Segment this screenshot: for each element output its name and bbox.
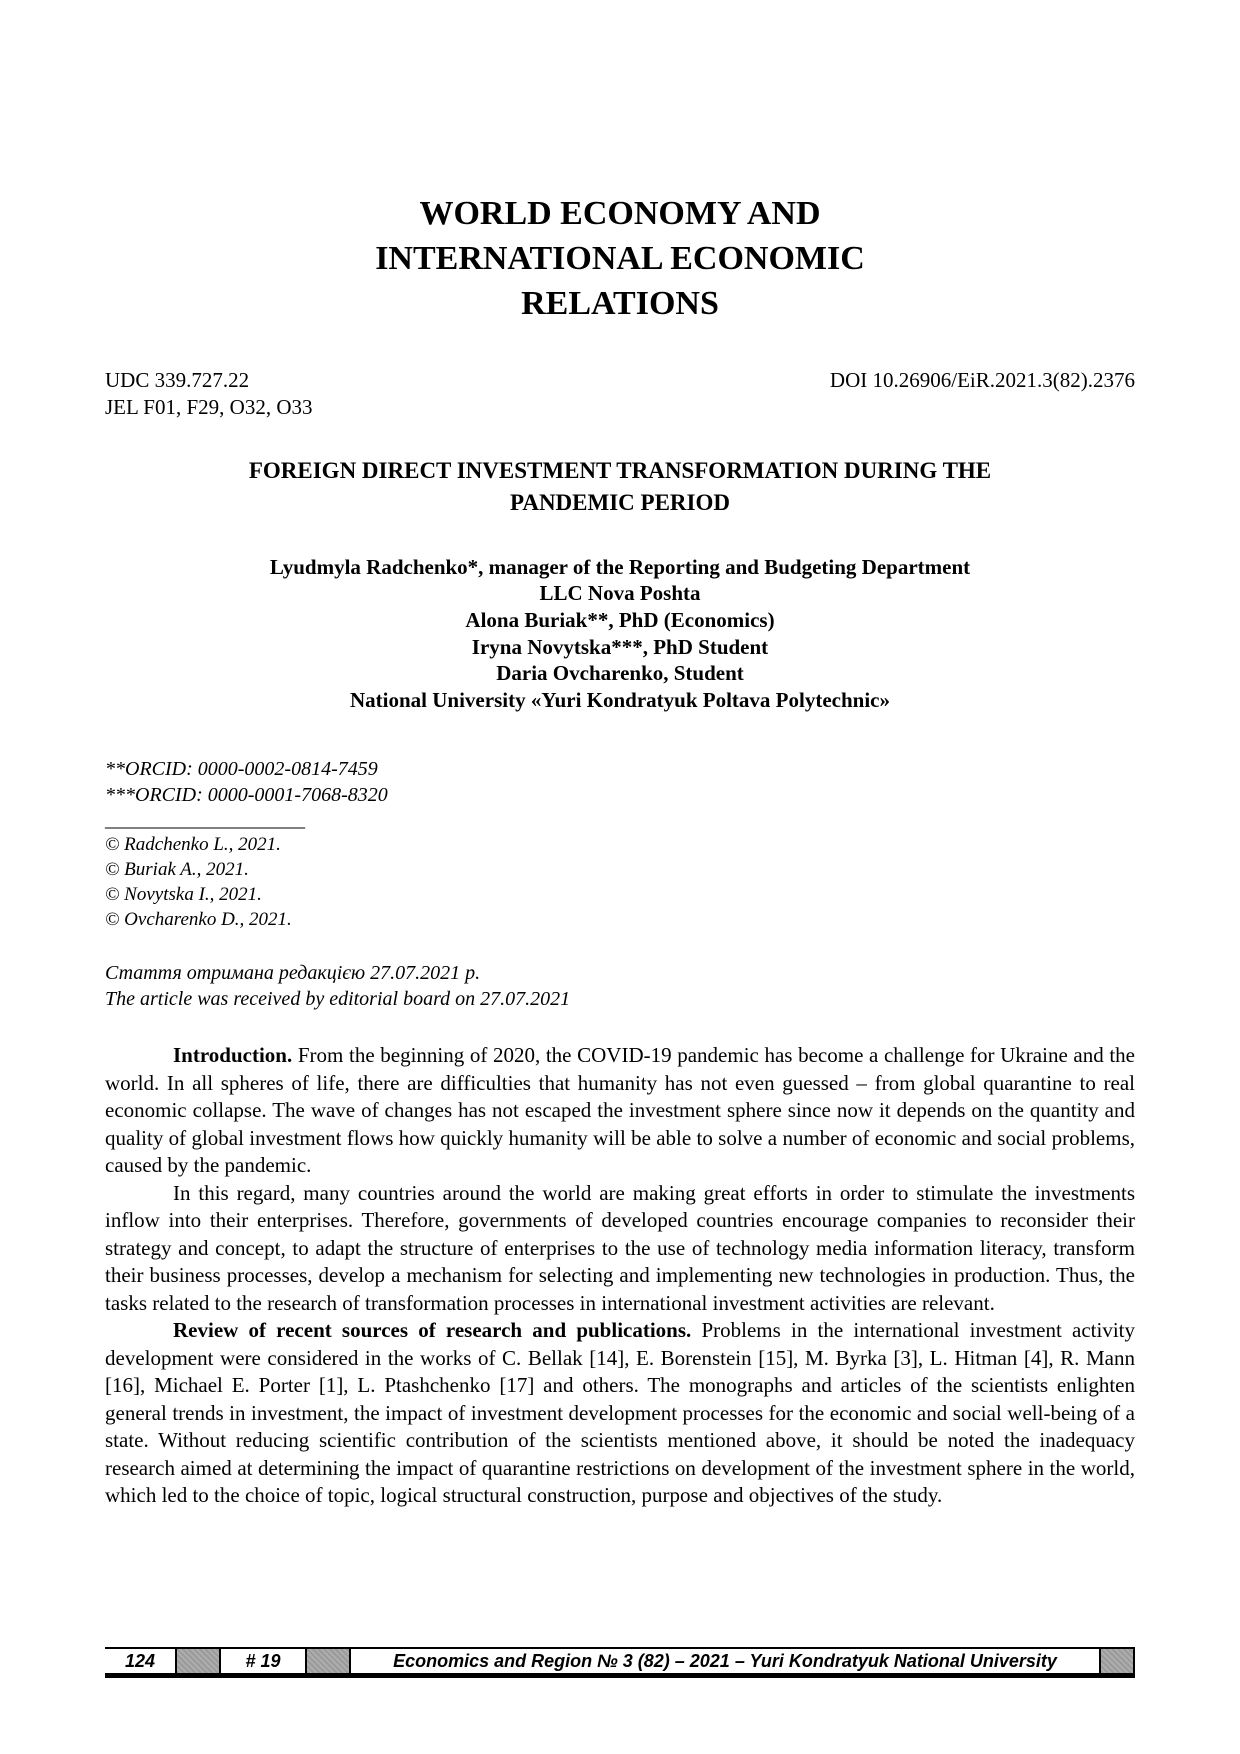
orcid-block [105,756,1135,808]
footnote-separator: ____________________ [105,808,305,831]
received-line-uk: Стаття отримана редакцією 27.07.2021 р. [105,961,481,984]
footer-shade-block [1101,1649,1135,1673]
paragraph-introduction [105,1042,1135,1180]
author-line: Iryna Novytska***, PhD Student [471,634,769,659]
author-line: Alona Buriak**, PhD (Economics) [465,607,775,632]
copyright-line: © Novytska I., 2021. [105,884,262,906]
article-title-line-1: FOREIGN DIRECT INVESTMENT TRANSFORMATION DURING THE [248,458,992,484]
copyright-line: © Radchenko L., 2021. [105,833,281,855]
paragraph-lead: Introduction. [173,1043,293,1068]
footer-page-number: 124 [105,1649,177,1673]
section-title-line-2: INTERNATIONAL ECONOMIC [375,239,865,277]
university-affiliation: National University «Yuri Kondratyuk Poltava Polytechnic» [350,687,890,712]
jel-codes: JEL F01, F29, O32, O33 [105,394,313,419]
paragraph-lead: Review of recent sources of research and publications. [173,1318,692,1343]
paragraph-2 [105,1180,1135,1318]
footer-journal-line: Economics and Region № 3 (82) – 2021 – Yuri Kondratyuk National University [351,1649,1101,1673]
udc-code: UDC 339.727.22 [105,367,250,392]
paragraph-text: From the beginning of 2020, the COVID-19 pandemic has become a challenge for Ukraine and the world. In all spheres of life, there are difficulties that humanity has not even guessed – from global quarantine to real economic collapse. The wave of changes has not escaped the investment sphere since now it depends on the quantity and quality of global investment flows how quickly humanity will be able to solve a number of economic and social problems, caused by the pandemic. [105,1043,1135,1178]
footer-shade-block [177,1649,221,1673]
footer-issue-number: # 19 [221,1649,307,1673]
orcid-line: **ORCID: 0000-0002-0814-7459 [105,757,378,780]
author-affiliation: LLC Nova Poshta [539,581,701,606]
copyright-block [105,832,1135,933]
meta-left [105,367,313,422]
copyright-line: © Buriak A., 2021. [105,858,249,880]
article-title [105,455,1135,519]
meta-row [105,367,1135,422]
author-line: Daria Ovcharenko, Student [496,661,744,686]
section-title-line-3: RELATIONS [521,284,719,322]
section-title [105,192,1135,327]
author-line: Lyudmyla Radchenko*, manager of the Reporting and Budgeting Department [269,554,971,579]
footer-bar [105,1647,1135,1678]
article-body [105,1042,1135,1510]
footer-shade-block [307,1649,351,1673]
section-title-line-1: WORLD ECONOMY AND [419,195,821,232]
paragraph-text: In this regard, many countries around the world are making great efforts in order to stimulate the investments inflow into their enterprises. Therefore, governments of developed countries encourage companies to reconsider their strategy and concept, to adapt the structure of enterprises to the use of technology media information literacy, transform their business processes, develop a mechanism for selecting and implementing new technologies in production. Thus, the tasks related to the research of transformation processes in international investment activities are relevant. [105,1180,1135,1315]
orcid-line: ***ORCID: 0000-0001-7068-8320 [105,783,388,806]
paragraph-review [105,1317,1135,1510]
paragraph-text: Problems in the international investment activity development were considered in the works of C. Bellak [14], E. Borenstein [15], M. Byrka [3], L. Hitman [4], R. Mann [16], Michael E. Porter [1], L. Ptashchenko [17] and others. The monographs and articles of the scientists enlighten general trends in investment, the impact of investment development processes for the economic and social well-being of a state. Without reducing scientific contribution of the scientists mentioned above, it should be noted the inadequacy research aimed at determining the impact of quarantine restrictions on development of the investment sphere in the world, which led to the choice of topic, logical structural construction, purpose and objectives of the study. [105,1318,1135,1508]
copyright-line: © Ovcharenko D., 2021. [105,909,292,931]
received-line-en: The article was received by editorial board on 27.07.2021 [105,987,571,1010]
authors-block [105,554,1135,714]
doi-code: DOI 10.26906/EiR.2021.3(82).2376 [829,367,1135,392]
received-block [105,960,1135,1013]
article-title-line-2: PANDEMIC PERIOD [510,490,730,516]
